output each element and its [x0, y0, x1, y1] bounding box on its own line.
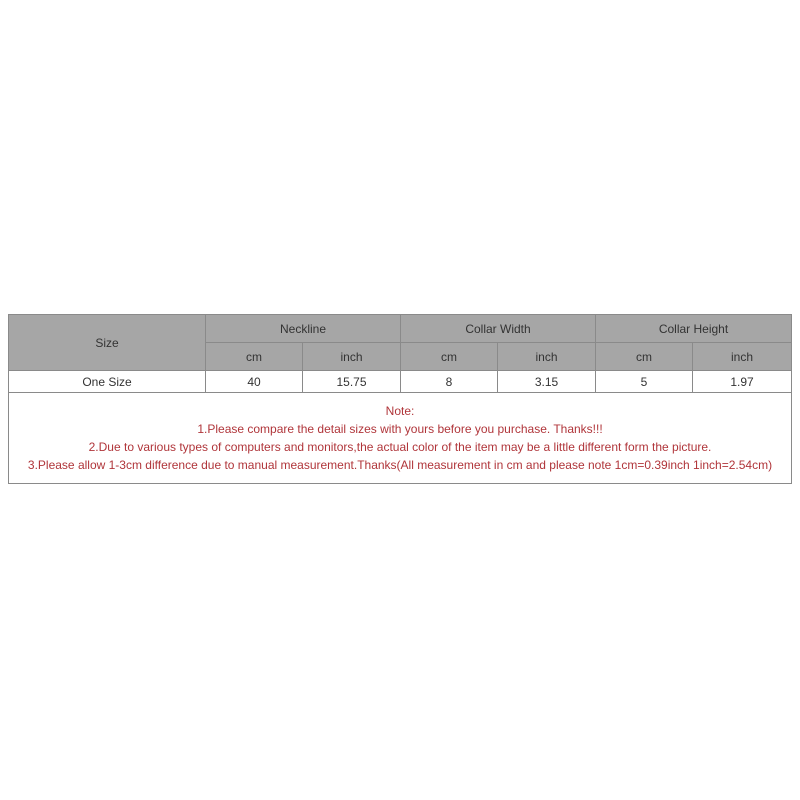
collar-height-inch-cell: 1.97	[693, 371, 792, 393]
collar-width-cm-header: cm	[401, 343, 498, 371]
collar-width-header: Collar Width	[401, 315, 596, 343]
size-cell: One Size	[9, 371, 206, 393]
note-cell	[9, 393, 792, 484]
neckline-inch-cell: 15.75	[303, 371, 401, 393]
note-title: Note:	[385, 404, 415, 418]
collar-height-inch-header: inch	[693, 343, 792, 371]
neckline-cm-header: cm	[206, 343, 303, 371]
collar-height-cm-header: cm	[596, 343, 693, 371]
header-row-groups	[9, 315, 792, 343]
collar-height-header: Collar Height	[596, 315, 792, 343]
neckline-inch-header: inch	[303, 343, 401, 371]
table-row	[9, 371, 792, 393]
collar-height-cm-cell: 5	[596, 371, 693, 393]
neckline-cm-cell: 40	[206, 371, 303, 393]
note-line-1: 1.Please compare the detail sizes with yours before you purchase. Thanks!!!	[197, 422, 603, 436]
neckline-header: Neckline	[206, 315, 401, 343]
note-line-2: 2.Due to various types of computers and monitors,the actual color of the item may be a little different form the picture.	[88, 440, 712, 454]
collar-width-cm-cell: 8	[401, 371, 498, 393]
collar-width-inch-cell: 3.15	[498, 371, 596, 393]
note-line-3: 3.Please allow 1-3cm difference due to manual measurement.Thanks(All measurement in cm and please note 1cm=0.39inch 1inch=2.54cm)	[27, 458, 773, 472]
collar-width-inch-header: inch	[498, 343, 596, 371]
size-chart-table	[8, 314, 792, 484]
size-header: Size	[9, 315, 206, 371]
note-row	[9, 393, 792, 484]
